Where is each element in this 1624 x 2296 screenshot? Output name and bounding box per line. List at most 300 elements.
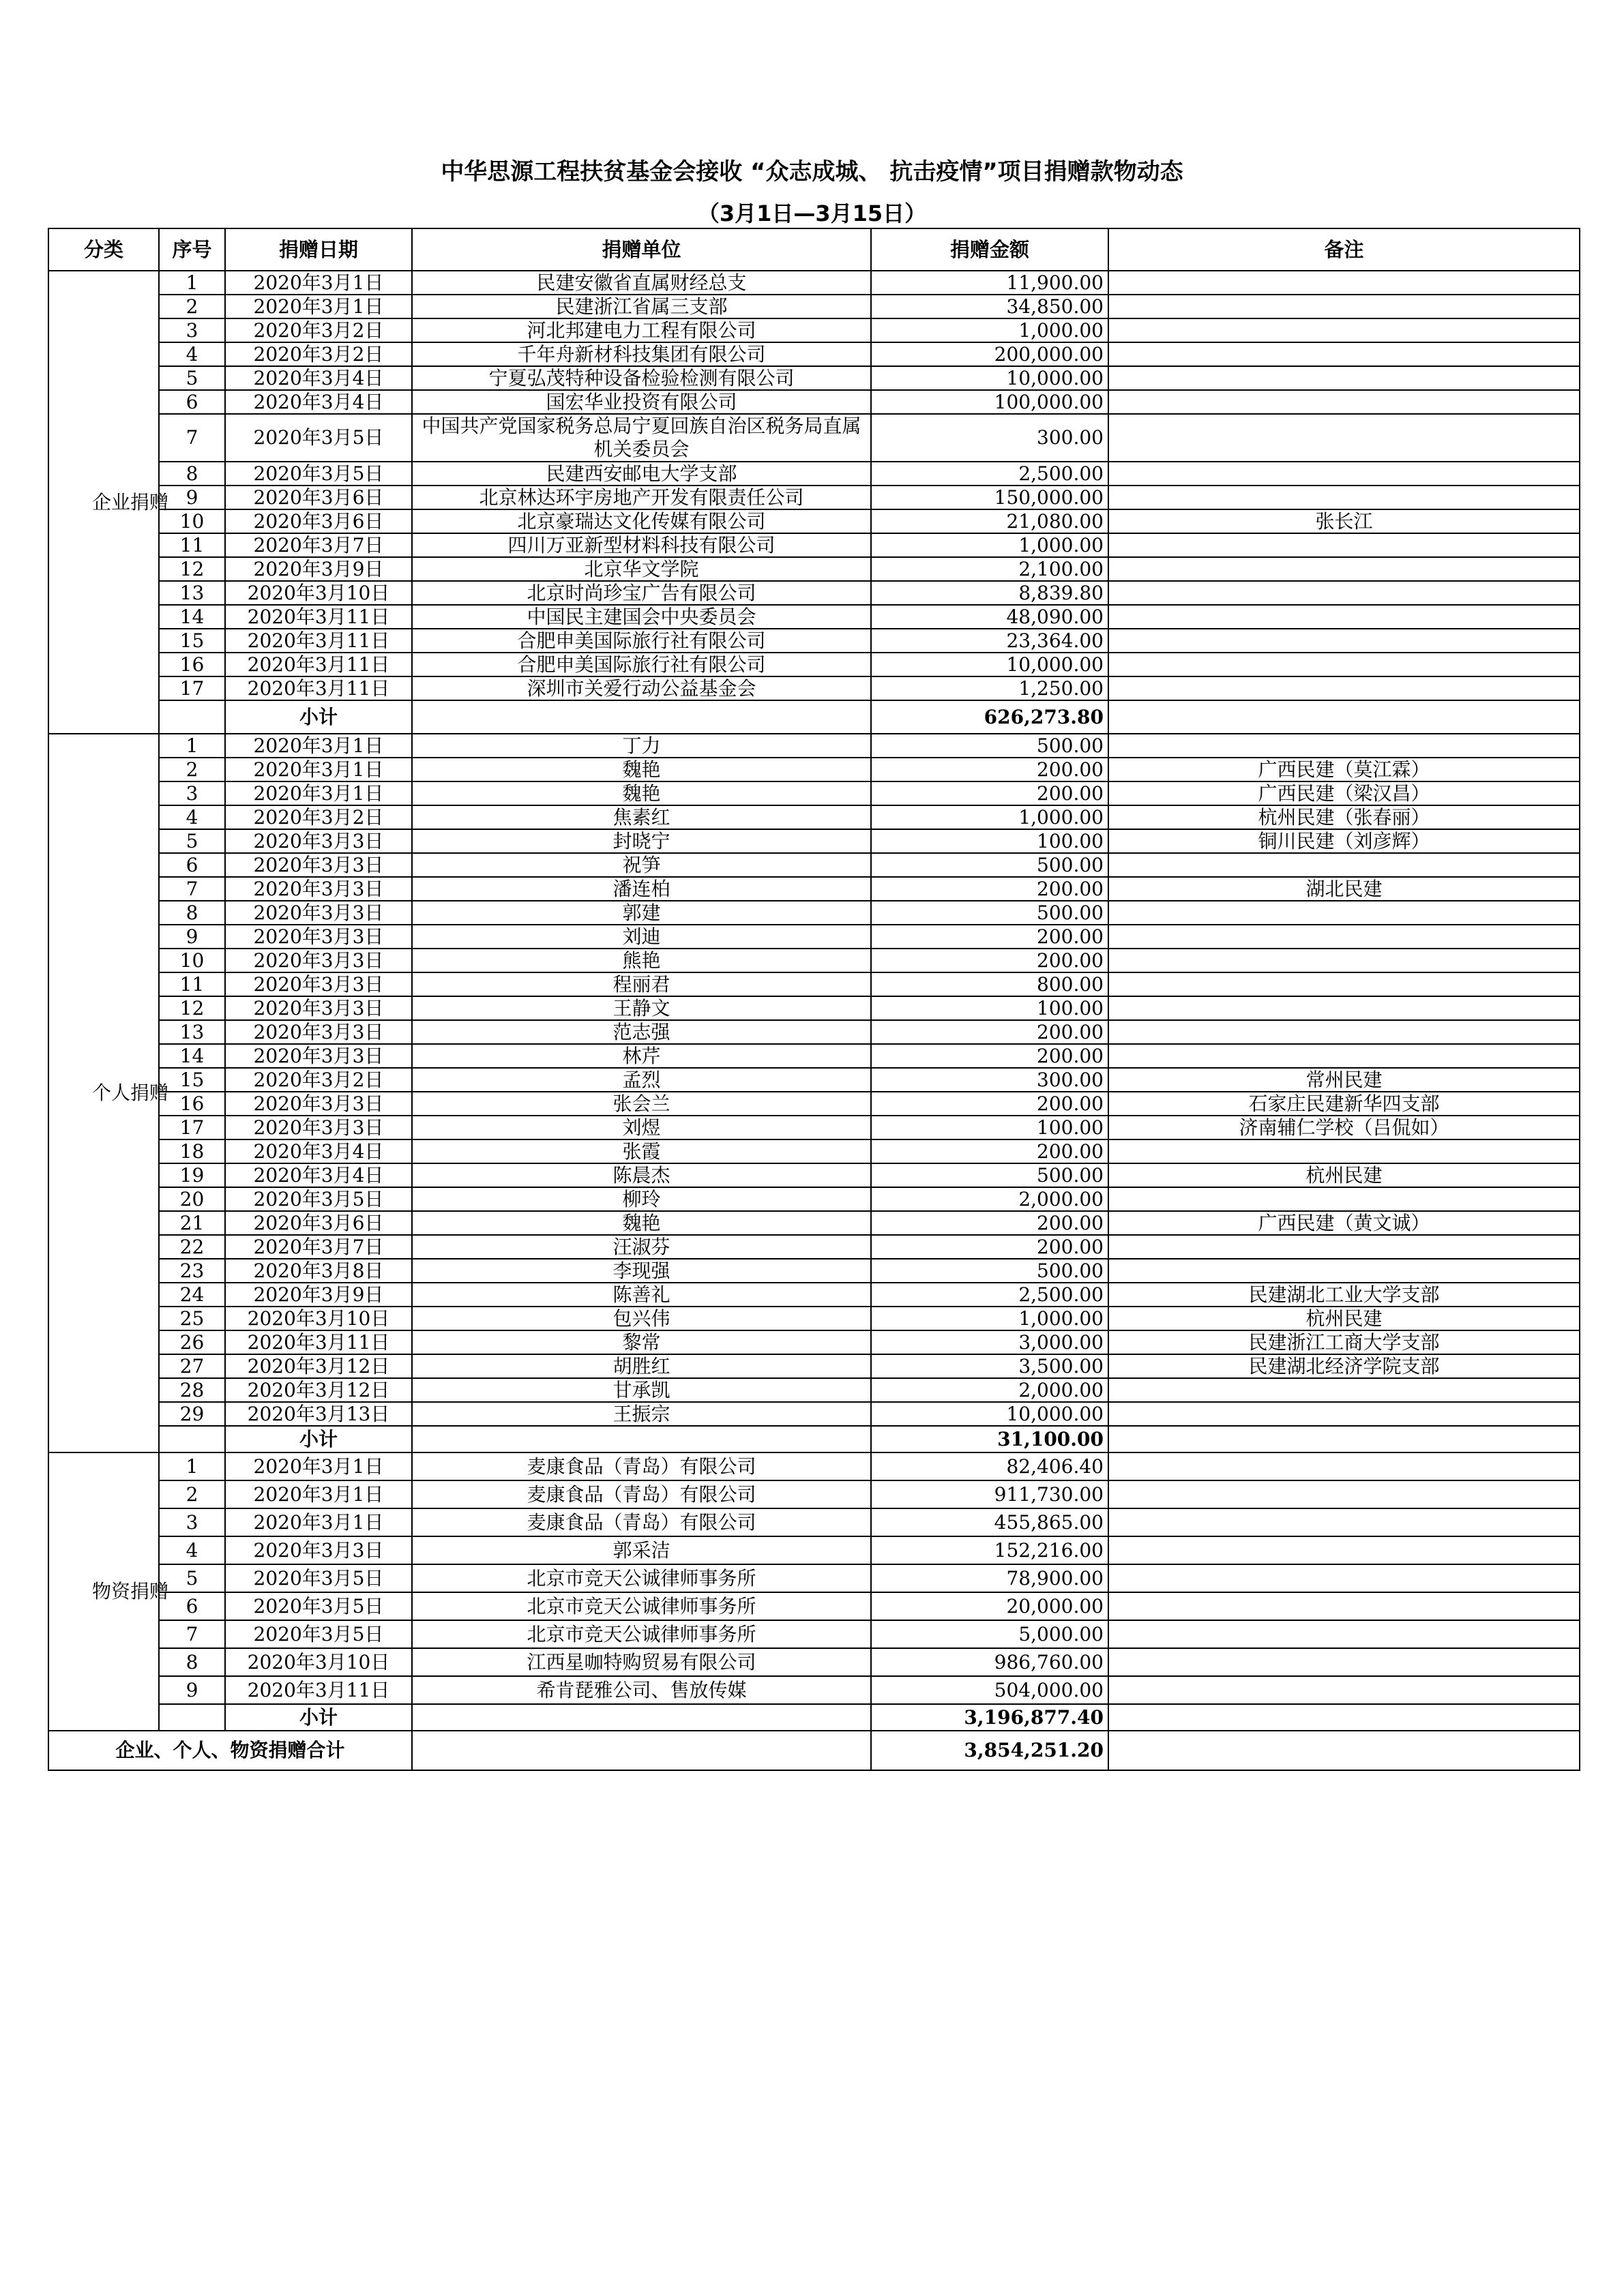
row-number: 1 <box>159 734 225 758</box>
donation-note: 民建湖北经济学院支部 <box>1108 1354 1580 1378</box>
donation-note <box>1108 1536 1580 1564</box>
row-number: 16 <box>159 1092 225 1116</box>
donation-amount: 500.00 <box>871 901 1108 925</box>
table-row <box>48 1330 1580 1354</box>
row-number: 12 <box>159 996 225 1020</box>
table-row <box>48 1068 1580 1092</box>
donation-note <box>1108 1235 1580 1259</box>
donor-name: 北京市竞天公诚律师事务所 <box>412 1564 871 1592</box>
donor-name: 魏艳 <box>412 781 871 805</box>
row-number: 21 <box>159 1211 225 1235</box>
table-row <box>48 342 1580 366</box>
table-row <box>48 1187 1580 1211</box>
row-number: 15 <box>159 1068 225 1092</box>
donation-amount: 2,500.00 <box>871 1283 1108 1307</box>
donation-note <box>1108 1187 1580 1211</box>
donor-name: 合肥申美国际旅行社有限公司 <box>412 629 871 653</box>
donation-amount: 504,000.00 <box>871 1676 1108 1704</box>
donor-name: 孟烈 <box>412 1068 871 1092</box>
donation-amount: 1,000.00 <box>871 805 1108 829</box>
donation-amount: 1,000.00 <box>871 533 1108 557</box>
donation-amount: 200.00 <box>871 1020 1108 1044</box>
row-number: 20 <box>159 1187 225 1211</box>
table-row <box>48 1508 1580 1536</box>
date-range-subtitle: （3月1日—3月15日） <box>697 200 927 226</box>
row-number: 13 <box>159 1020 225 1044</box>
donation-amount: 23,364.00 <box>871 629 1108 653</box>
donation-note <box>1108 996 1580 1020</box>
table-row <box>48 1163 1580 1187</box>
table-row <box>48 366 1580 390</box>
donation-note <box>1108 1402 1580 1426</box>
donor-name: 胡胜红 <box>412 1354 871 1378</box>
donation-date: 2020年3月11日 <box>225 1330 412 1354</box>
donation-note <box>1108 1139 1580 1163</box>
donation-date: 2020年3月1日 <box>225 271 412 295</box>
donor-name: 焦素红 <box>412 805 871 829</box>
row-number: 7 <box>159 414 225 462</box>
donor-name: 陈晨杰 <box>412 1163 871 1187</box>
donor-name: 魏艳 <box>412 758 871 781</box>
donor-name: 张会兰 <box>412 1092 871 1116</box>
donation-date: 2020年3月5日 <box>225 1620 412 1648</box>
donation-amount: 1,000.00 <box>871 318 1108 342</box>
donation-note <box>1108 676 1580 700</box>
table-row <box>48 781 1580 805</box>
donation-amount: 500.00 <box>871 734 1108 758</box>
donor-name: 柳玲 <box>412 1187 871 1211</box>
donation-amount: 10,000.00 <box>871 1402 1108 1426</box>
row-number: 8 <box>159 1648 225 1676</box>
row-number: 3 <box>159 781 225 805</box>
donor-name: 四川万亚新型材料科技有限公司 <box>412 533 871 557</box>
donor-name: 郭建 <box>412 901 871 925</box>
donation-date: 2020年3月2日 <box>225 805 412 829</box>
donation-date: 2020年3月3日 <box>225 925 412 949</box>
donation-amount: 455,865.00 <box>871 1508 1108 1536</box>
donor-name: 麦康食品（青岛）有限公司 <box>412 1480 871 1508</box>
donation-date: 2020年3月2日 <box>225 1068 412 1092</box>
donor-name: 麦康食品（青岛）有限公司 <box>412 1452 871 1480</box>
subtotal-no-enterprise <box>159 700 225 734</box>
row-number: 5 <box>159 366 225 390</box>
table-row <box>48 1020 1580 1044</box>
donation-note <box>1108 366 1580 390</box>
donation-note <box>1108 901 1580 925</box>
donor-name: 中国民主建国会中央委员会 <box>412 605 871 629</box>
row-number: 6 <box>159 853 225 877</box>
donation-note: 杭州民建 <box>1108 1307 1580 1330</box>
donor-name: 中国共产党国家税务总局宁夏回族自治区税务局直属机关委员会 <box>412 414 871 462</box>
row-number: 26 <box>159 1330 225 1354</box>
table-row <box>48 533 1580 557</box>
donation-amount: 152,216.00 <box>871 1536 1108 1564</box>
donation-note <box>1108 557 1580 581</box>
subtotal-row-individual <box>48 1426 1580 1452</box>
donation-note <box>1108 581 1580 605</box>
row-number: 16 <box>159 653 225 676</box>
table-row <box>48 1259 1580 1283</box>
table-row <box>48 925 1580 949</box>
donation-amount: 200.00 <box>871 1211 1108 1235</box>
category-text-material: 物资捐赠 <box>92 1580 169 1602</box>
row-number: 27 <box>159 1354 225 1378</box>
donation-date: 2020年3月12日 <box>225 1378 412 1402</box>
table-row <box>48 1676 1580 1704</box>
row-number: 24 <box>159 1283 225 1307</box>
donor-name: 北京市竞天公诚律师事务所 <box>412 1592 871 1620</box>
donation-note <box>1108 1378 1580 1402</box>
donation-note <box>1108 390 1580 414</box>
row-number: 12 <box>159 557 225 581</box>
table-row <box>48 1116 1580 1139</box>
donation-note <box>1108 342 1580 366</box>
row-number: 18 <box>159 1139 225 1163</box>
grand-total-label: 企业、个人、物资捐赠合计 <box>48 1731 412 1770</box>
donation-amount: 2,500.00 <box>871 462 1108 486</box>
donation-note <box>1108 949 1580 972</box>
donation-amount: 3,000.00 <box>871 1330 1108 1354</box>
donation-date: 2020年3月3日 <box>225 972 412 996</box>
donation-amount: 200.00 <box>871 758 1108 781</box>
row-number: 7 <box>159 877 225 901</box>
table-row <box>48 295 1580 318</box>
donation-amount: 21,080.00 <box>871 509 1108 533</box>
row-number: 29 <box>159 1402 225 1426</box>
donation-amount: 2,000.00 <box>871 1187 1108 1211</box>
table-row <box>48 390 1580 414</box>
row-number: 4 <box>159 805 225 829</box>
donation-note: 张长江 <box>1108 509 1580 533</box>
enterprise-section <box>48 271 1580 734</box>
document-title: 中华思源工程扶贫基金会接收 “众志成城、 抗击疫情”项目捐赠款物动态 <box>441 158 1183 185</box>
grand-total-row <box>48 1731 1580 1770</box>
donor-name: 民建西安邮电大学支部 <box>412 462 871 486</box>
donation-date: 2020年3月3日 <box>225 901 412 925</box>
donation-date: 2020年3月12日 <box>225 1354 412 1378</box>
donation-note: 铜川民建（刘彦辉） <box>1108 829 1580 853</box>
row-number: 1 <box>159 271 225 295</box>
donation-amount: 82,406.40 <box>871 1452 1108 1480</box>
table-row <box>48 805 1580 829</box>
grand-total-note <box>1108 1731 1580 1770</box>
subtotal-empty-individual <box>412 1426 871 1452</box>
donor-name: 刘迪 <box>412 925 871 949</box>
donation-amount: 1,250.00 <box>871 676 1108 700</box>
donation-amount: 3,500.00 <box>871 1354 1108 1378</box>
row-number: 8 <box>159 462 225 486</box>
donation-note <box>1108 1676 1580 1704</box>
donor-name: 王振宗 <box>412 1402 871 1426</box>
table-row <box>48 676 1580 700</box>
row-number: 6 <box>159 1592 225 1620</box>
donation-amount: 8,839.80 <box>871 581 1108 605</box>
donation-date: 2020年3月11日 <box>225 653 412 676</box>
subtotal-note-enterprise <box>1108 700 1580 734</box>
row-number: 2 <box>159 758 225 781</box>
row-number: 3 <box>159 1508 225 1536</box>
table-row <box>48 853 1580 877</box>
donation-amount: 200,000.00 <box>871 342 1108 366</box>
table-row <box>48 509 1580 533</box>
donor-name: 北京市竞天公诚律师事务所 <box>412 1620 871 1648</box>
donor-name: 合肥申美国际旅行社有限公司 <box>412 653 871 676</box>
row-number: 15 <box>159 629 225 653</box>
row-number: 7 <box>159 1620 225 1648</box>
category-text-enterprise: 企业捐赠 <box>92 490 169 513</box>
donation-amount: 1,000.00 <box>871 1307 1108 1330</box>
subtotal-row-enterprise <box>48 700 1580 734</box>
donor-name: 郭采洁 <box>412 1536 871 1564</box>
table-header-row <box>48 228 1580 271</box>
donation-amount: 200.00 <box>871 925 1108 949</box>
donation-amount: 200.00 <box>871 1044 1108 1068</box>
donation-amount: 10,000.00 <box>871 653 1108 676</box>
row-number: 10 <box>159 949 225 972</box>
donor-name: 范志强 <box>412 1020 871 1044</box>
donation-note: 广西民建（梁汉昌） <box>1108 781 1580 805</box>
donation-note <box>1108 414 1580 462</box>
grand-total-empty <box>412 1731 871 1770</box>
donation-amount: 200.00 <box>871 1139 1108 1163</box>
subtotal-note-material <box>1108 1704 1580 1731</box>
row-number: 22 <box>159 1235 225 1259</box>
donation-note <box>1108 1564 1580 1592</box>
donation-date: 2020年3月3日 <box>225 1044 412 1068</box>
donation-date: 2020年3月11日 <box>225 629 412 653</box>
table-row <box>48 414 1580 462</box>
donor-name: 国宏华业投资有限公司 <box>412 390 871 414</box>
table-row <box>48 271 1580 295</box>
table-row <box>48 462 1580 486</box>
row-number: 17 <box>159 1116 225 1139</box>
donation-date: 2020年3月3日 <box>225 853 412 877</box>
donation-date: 2020年3月3日 <box>225 1116 412 1139</box>
donation-amount: 2,000.00 <box>871 1378 1108 1402</box>
row-number: 2 <box>159 295 225 318</box>
donation-date: 2020年3月6日 <box>225 509 412 533</box>
donor-name: 封晓宁 <box>412 829 871 853</box>
table-row <box>48 877 1580 901</box>
subtotal-label-individual: 小计 <box>225 1426 412 1452</box>
grand-total-section <box>48 1731 1580 1770</box>
donation-amount: 200.00 <box>871 781 1108 805</box>
donor-name: 黎常 <box>412 1330 871 1354</box>
header-donor: 捐赠单位 <box>412 228 871 271</box>
table-row <box>48 829 1580 853</box>
table-row <box>48 1378 1580 1402</box>
donor-name: 甘承凯 <box>412 1378 871 1402</box>
row-number: 2 <box>159 1480 225 1508</box>
donation-note <box>1108 486 1580 509</box>
table-row <box>48 972 1580 996</box>
row-number: 14 <box>159 605 225 629</box>
subtotal-label-material: 小计 <box>225 1704 412 1731</box>
subtotal-note-individual <box>1108 1426 1580 1452</box>
donation-amount: 200.00 <box>871 1092 1108 1116</box>
donation-amount: 150,000.00 <box>871 486 1108 509</box>
donor-name: 北京林达环宇房地产开发有限责任公司 <box>412 486 871 509</box>
donation-date: 2020年3月7日 <box>225 1235 412 1259</box>
donation-amount: 200.00 <box>871 949 1108 972</box>
donation-date: 2020年3月3日 <box>225 1536 412 1564</box>
donation-date: 2020年3月3日 <box>225 829 412 853</box>
row-number: 9 <box>159 925 225 949</box>
subtotal-no-material <box>159 1704 225 1731</box>
donor-name: 魏艳 <box>412 1211 871 1235</box>
table-row <box>48 318 1580 342</box>
donation-note <box>1108 533 1580 557</box>
donation-date: 2020年3月3日 <box>225 949 412 972</box>
donation-date: 2020年3月1日 <box>225 758 412 781</box>
row-number: 6 <box>159 390 225 414</box>
row-number: 1 <box>159 1452 225 1480</box>
material-section <box>48 1452 1580 1731</box>
donation-date: 2020年3月4日 <box>225 1139 412 1163</box>
donor-name: 民建浙江省属三支部 <box>412 295 871 318</box>
donor-name: 北京华文学院 <box>412 557 871 581</box>
table-row <box>48 629 1580 653</box>
row-number: 11 <box>159 533 225 557</box>
donation-note <box>1108 1044 1580 1068</box>
donation-amount: 100.00 <box>871 996 1108 1020</box>
table-row <box>48 1283 1580 1307</box>
donor-name: 北京豪瑞达文化传媒有限公司 <box>412 509 871 533</box>
table-row <box>48 1452 1580 1480</box>
donation-note <box>1108 629 1580 653</box>
donor-name: 王静文 <box>412 996 871 1020</box>
subtotal-amount-material: 3,196,877.40 <box>871 1704 1108 1731</box>
donation-amount: 20,000.00 <box>871 1592 1108 1620</box>
donor-name: 林芹 <box>412 1044 871 1068</box>
donation-date: 2020年3月5日 <box>225 462 412 486</box>
table-row <box>48 901 1580 925</box>
donation-date: 2020年3月3日 <box>225 1092 412 1116</box>
donor-name: 千年舟新材科技集团有限公司 <box>412 342 871 366</box>
row-number: 10 <box>159 509 225 533</box>
donation-amount: 200.00 <box>871 877 1108 901</box>
donation-amount: 100.00 <box>871 1116 1108 1139</box>
row-number: 9 <box>159 1676 225 1704</box>
donor-name: 张霞 <box>412 1139 871 1163</box>
donation-note <box>1108 853 1580 877</box>
donation-note: 济南辅仁学校（吕侃如） <box>1108 1116 1580 1139</box>
donation-date: 2020年3月5日 <box>225 414 412 462</box>
donation-date: 2020年3月4日 <box>225 390 412 414</box>
donor-name: 河北邦建电力工程有限公司 <box>412 318 871 342</box>
donor-name: 宁夏弘茂特种设备检验检测有限公司 <box>412 366 871 390</box>
donation-date: 2020年3月6日 <box>225 486 412 509</box>
donation-date: 2020年3月3日 <box>225 996 412 1020</box>
donation-note <box>1108 1508 1580 1536</box>
individual-section <box>48 734 1580 1452</box>
donation-note <box>1108 1480 1580 1508</box>
table-row <box>48 1564 1580 1592</box>
donation-amount: 986,760.00 <box>871 1648 1108 1676</box>
table-row <box>48 1592 1580 1620</box>
donation-note <box>1108 1592 1580 1620</box>
table-row <box>48 1235 1580 1259</box>
table-row <box>48 758 1580 781</box>
donation-note <box>1108 1648 1580 1676</box>
table-row <box>48 949 1580 972</box>
table-row <box>48 1092 1580 1116</box>
donation-date: 2020年3月10日 <box>225 1648 412 1676</box>
donor-name: 民建安徽省直属财经总支 <box>412 271 871 295</box>
donation-amount: 200.00 <box>871 1235 1108 1259</box>
donation-date: 2020年3月10日 <box>225 581 412 605</box>
donation-amount: 100,000.00 <box>871 390 1108 414</box>
donation-amount: 10,000.00 <box>871 366 1108 390</box>
donation-note <box>1108 925 1580 949</box>
table-row <box>48 605 1580 629</box>
table-row <box>48 996 1580 1020</box>
row-number: 11 <box>159 972 225 996</box>
donation-date: 2020年3月7日 <box>225 533 412 557</box>
donation-amount: 2,100.00 <box>871 557 1108 581</box>
row-number: 25 <box>159 1307 225 1330</box>
category-label-individual <box>48 734 169 1452</box>
donation-amount: 78,900.00 <box>871 1564 1108 1592</box>
donor-name: 潘连柏 <box>412 877 871 901</box>
row-number: 14 <box>159 1044 225 1068</box>
subtotal-no-individual <box>159 1426 225 1452</box>
donation-note: 常州民建 <box>1108 1068 1580 1092</box>
donation-date: 2020年3月3日 <box>225 877 412 901</box>
donor-name: 陈善礼 <box>412 1283 871 1307</box>
table-row <box>48 1211 1580 1235</box>
header-date: 捐赠日期 <box>225 228 412 271</box>
header-amount: 捐赠金额 <box>871 228 1108 271</box>
donor-name: 熊艳 <box>412 949 871 972</box>
subtotal-amount-enterprise: 626,273.80 <box>871 700 1108 734</box>
row-number: 3 <box>159 318 225 342</box>
donation-note <box>1108 271 1580 295</box>
row-number: 5 <box>159 1564 225 1592</box>
table-row <box>48 1307 1580 1330</box>
donation-note <box>1108 1452 1580 1480</box>
category-label-enterprise <box>48 271 169 734</box>
donation-note: 广西民建（黄文诚） <box>1108 1211 1580 1235</box>
donation-date: 2020年3月1日 <box>225 295 412 318</box>
table-row <box>48 1536 1580 1564</box>
table-row <box>48 653 1580 676</box>
table-row <box>48 734 1580 758</box>
category-label-material <box>48 1452 169 1731</box>
donation-date: 2020年3月10日 <box>225 1307 412 1330</box>
donation-amount: 100.00 <box>871 829 1108 853</box>
donor-name: 希肯琵雅公司、售放传媒 <box>412 1676 871 1704</box>
donation-date: 2020年3月6日 <box>225 1211 412 1235</box>
donor-name: 刘煜 <box>412 1116 871 1139</box>
donor-name: 深圳市关爱行动公益基金会 <box>412 676 871 700</box>
donation-amount: 48,090.00 <box>871 605 1108 629</box>
donor-name: 祝笋 <box>412 853 871 877</box>
header-note: 备注 <box>1108 228 1580 271</box>
donation-note <box>1108 972 1580 996</box>
category-text-individual: 个人捐赠 <box>92 1082 169 1104</box>
donation-amount: 300.00 <box>871 1068 1108 1092</box>
donation-note <box>1108 1020 1580 1044</box>
donation-note <box>1108 734 1580 758</box>
donation-note: 杭州民建 <box>1108 1163 1580 1187</box>
donation-date: 2020年3月1日 <box>225 734 412 758</box>
donor-name: 丁力 <box>412 734 871 758</box>
table-row <box>48 581 1580 605</box>
donation-note: 杭州民建（张春丽） <box>1108 805 1580 829</box>
donation-note: 石家庄民建新华四支部 <box>1108 1092 1580 1116</box>
donation-note <box>1108 462 1580 486</box>
